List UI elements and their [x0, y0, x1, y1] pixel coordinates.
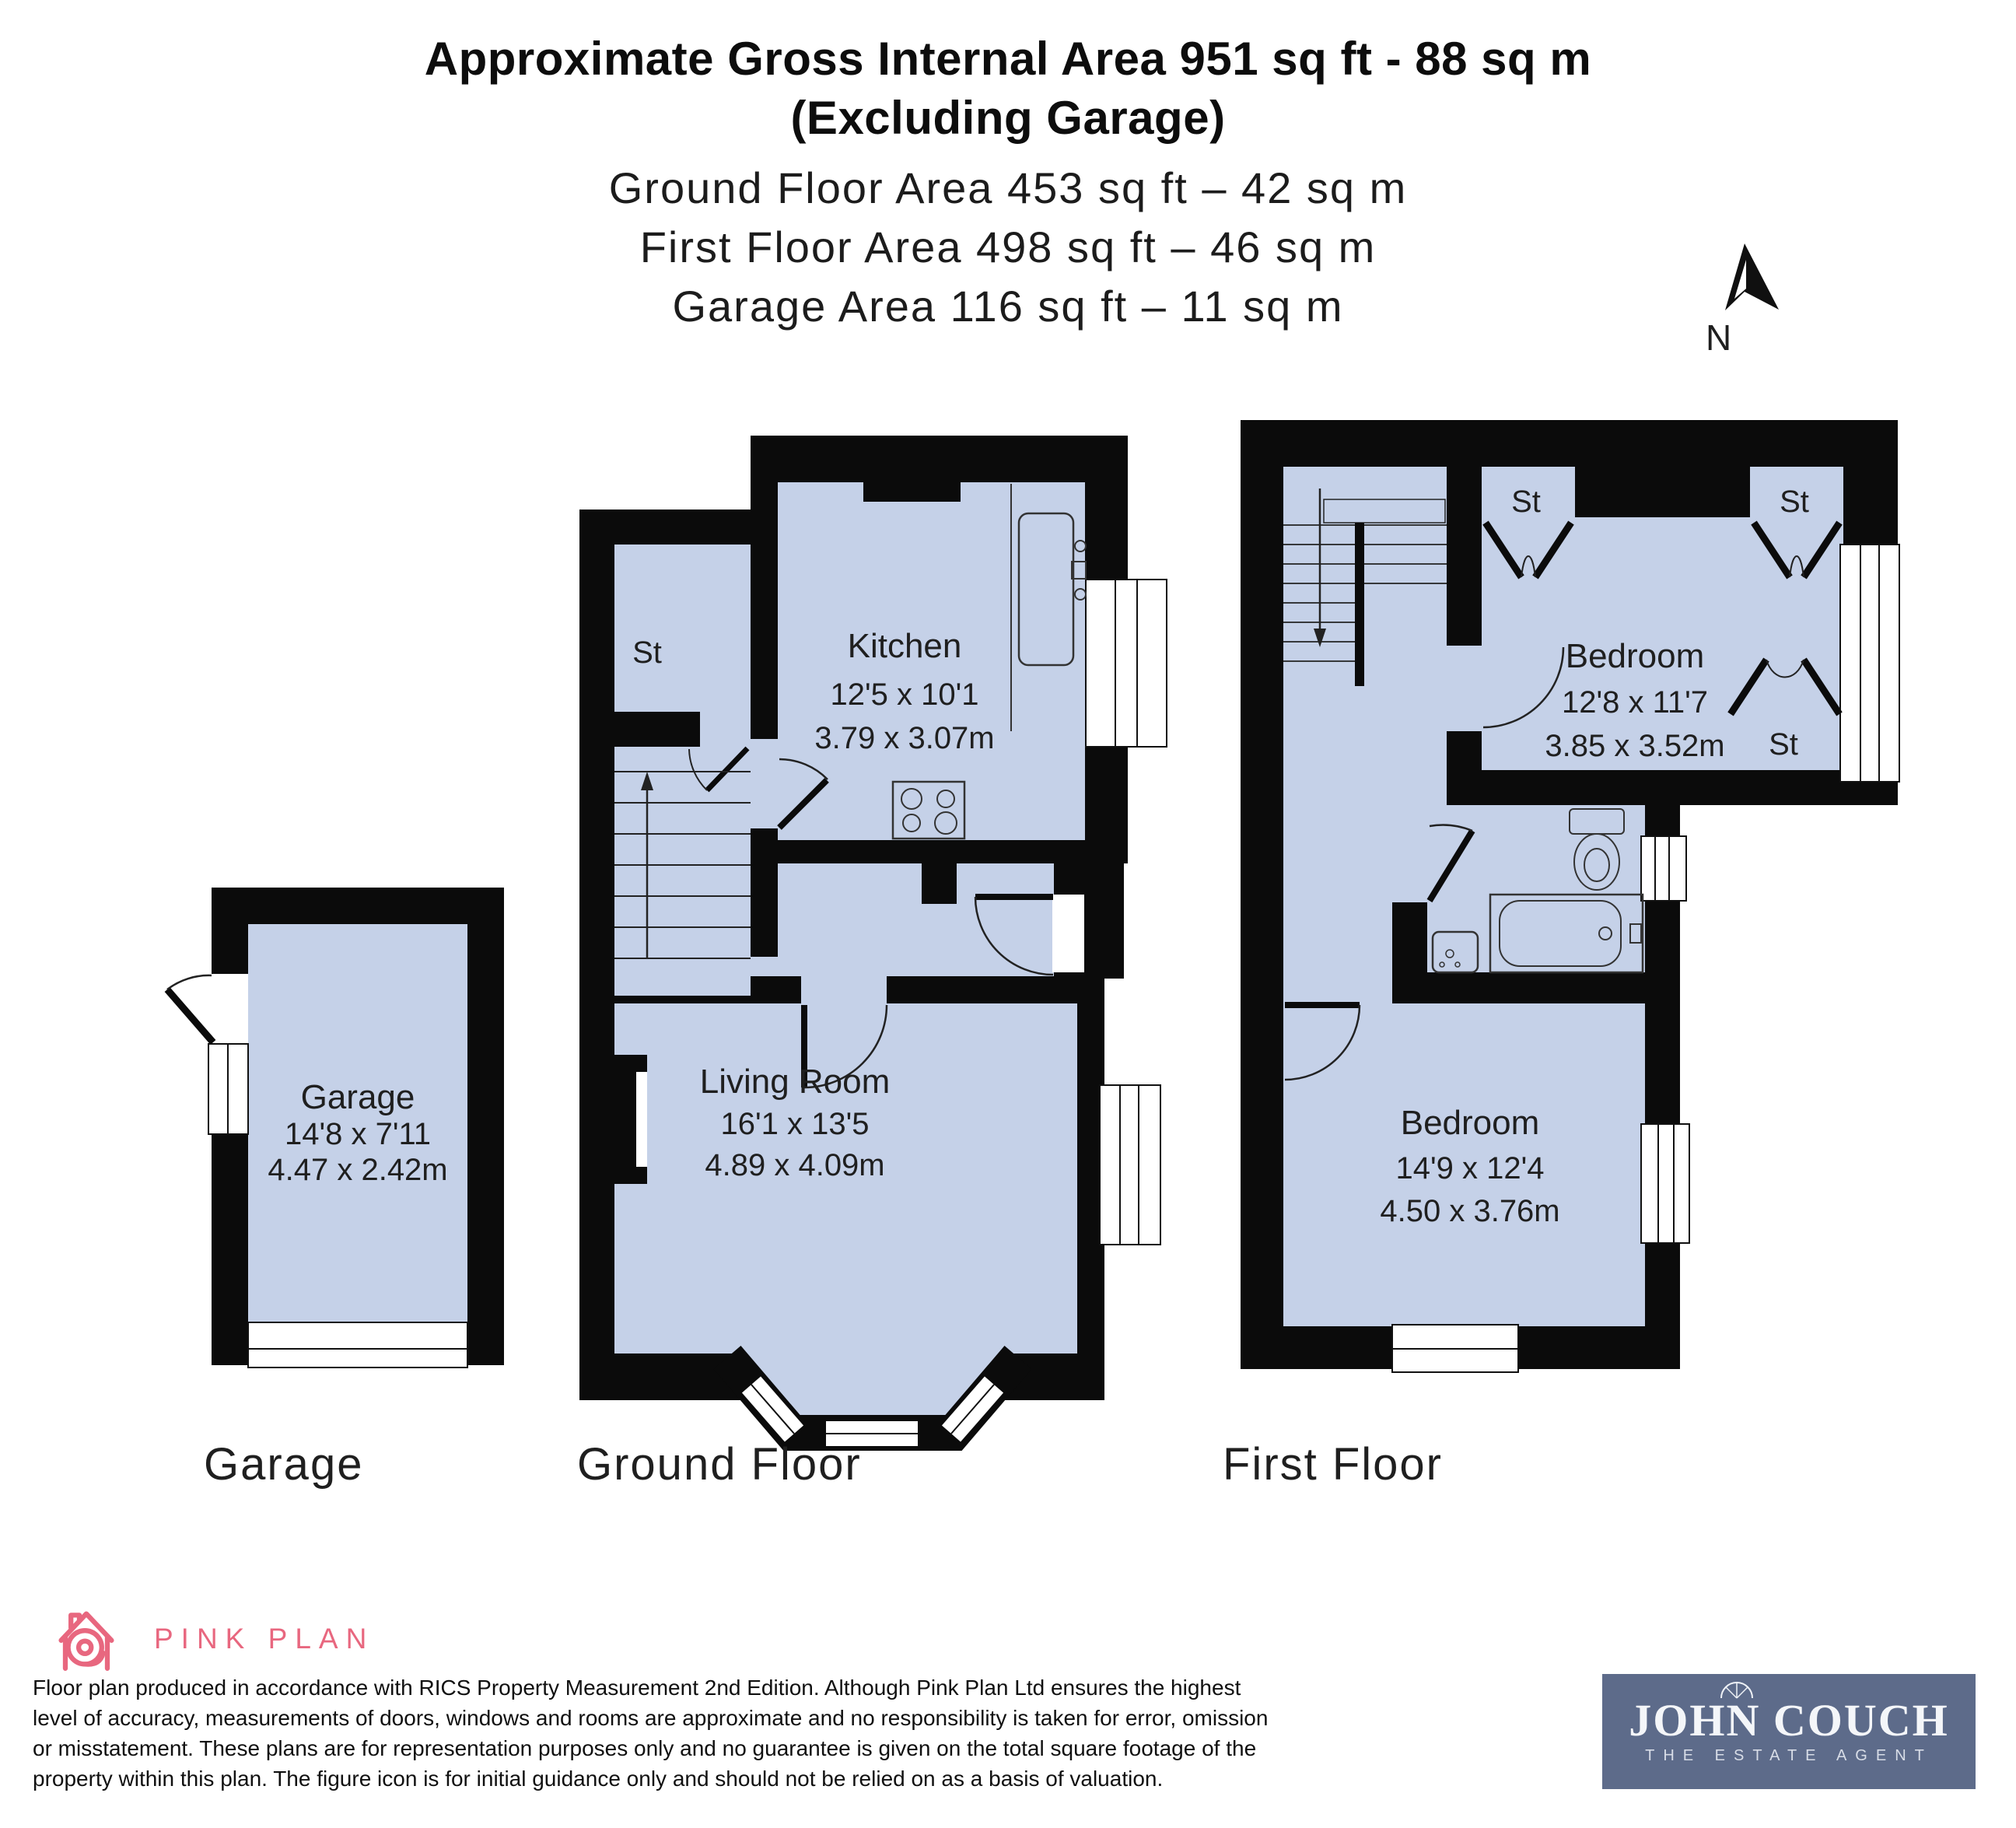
kitchen-dim-metric: 3.79 x 3.07m	[814, 721, 995, 755]
first-storage-label-3: St	[1769, 727, 1798, 762]
kitchen-dim-imperial: 12'5 x 10'1	[830, 678, 979, 712]
living-room-name: Living Room	[699, 1063, 891, 1101]
garage-room-name: Garage	[300, 1078, 415, 1116]
bedroom1-dim-imperial: 12'8 x 11'7	[1561, 685, 1709, 720]
garage-plan	[167, 888, 504, 1490]
first-floor-rooms	[1283, 467, 1843, 1326]
bedroom2-bottom-window	[1392, 1325, 1518, 1372]
bedroom1-window	[1840, 545, 1899, 782]
living-room-window	[1100, 1085, 1160, 1245]
first-floor-area: First Floor Area 498 sq ft – 46 sq m	[639, 222, 1377, 271]
disclaimer-line: level of accuracy, measurements of doors, windows and rooms are approximate and no responsibility is taken for error, omission	[33, 1706, 1269, 1730]
first-storage-label-2: St	[1780, 485, 1809, 519]
garage-side-door	[167, 974, 248, 1044]
bedroom2-dim-metric: 4.50 x 3.76m	[1380, 1194, 1560, 1228]
bathroom	[1427, 805, 1645, 972]
garage-dim-imperial: 14'8 x 7'11	[284, 1117, 432, 1151]
garage-dim-metric: 4.47 x 2.42m	[268, 1153, 448, 1187]
fanlight-icon	[1719, 1680, 1755, 1699]
ground-floor-plan	[577, 436, 1167, 1490]
garage-floor-label: Garage	[204, 1439, 364, 1490]
bedroom1-name: Bedroom	[1565, 637, 1705, 675]
garage-window	[208, 1044, 248, 1134]
disclaimer-text	[33, 1672, 1268, 1794]
bathroom-window	[1641, 836, 1686, 901]
pinkplan-brand-text: PINK PLAN	[154, 1623, 375, 1655]
agent-name: JOHN COUCH	[1629, 1695, 1949, 1746]
living-room-fireplace	[579, 1055, 647, 1184]
garage-door-opening	[248, 1322, 467, 1367]
living-dim-imperial: 16'1 x 13'5	[720, 1107, 870, 1141]
page-title: Approximate Gross Internal Area 951 sq ft - 88 sq m	[424, 33, 1592, 85]
bedroom2-name: Bedroom	[1400, 1104, 1540, 1142]
living-dim-metric: 4.89 x 4.09m	[705, 1148, 885, 1182]
first-floor-plan	[1223, 420, 1899, 1490]
disclaimer-line: or misstatement. These plans are for representation purposes only and no guarantee is given on the total square footage of the	[33, 1736, 1257, 1760]
ground-floor-label: Ground Floor	[577, 1439, 862, 1490]
bedroom1-dim-metric: 3.85 x 3.52m	[1545, 729, 1725, 763]
page-subtitle: (Excluding Garage)	[790, 92, 1226, 144]
floorplan-drawing	[0, 218, 2016, 1525]
landing	[1283, 467, 1392, 1003]
north-label: N	[1706, 317, 1732, 358]
kitchen-name: Kitchen	[847, 627, 962, 665]
first-floor-label: First Floor	[1223, 1439, 1443, 1490]
first-storage-label-1: St	[1511, 485, 1541, 519]
garage-area: Garage Area 116 sq ft – 11 sq m	[672, 282, 1344, 331]
kitchen-chimney-breast	[863, 436, 961, 502]
ground-floor-area: Ground Floor Area 453 sq ft – 42 sq m	[608, 163, 1408, 212]
disclaimer-line: Floor plan produced in accordance with RICS Property Measurement 2nd Edition. Although Pink Plan Ltd ensures the highest	[33, 1676, 1241, 1700]
agent-tagline: THE ESTATE AGENT	[1645, 1747, 1933, 1764]
entrance-hall	[778, 863, 1054, 976]
disclaimer-line: property within this plan. The figure icon is for initial guidance only and should not be relied on as a basis of valuation.	[33, 1767, 1164, 1791]
bedroom2-side-window	[1641, 1124, 1689, 1243]
bedroom2-dim-imperial: 14'9 x 12'4	[1395, 1151, 1545, 1185]
estate-agent-logo	[1602, 1674, 1976, 1789]
ground-storage-label: St	[632, 636, 662, 670]
ground-floor-rooms	[614, 482, 1085, 1422]
pinkplan-house-icon	[40, 1604, 132, 1674]
pinkplan-logo	[40, 1604, 374, 1674]
north-arrow-icon	[1706, 243, 1779, 358]
kitchen-window	[1086, 580, 1167, 747]
